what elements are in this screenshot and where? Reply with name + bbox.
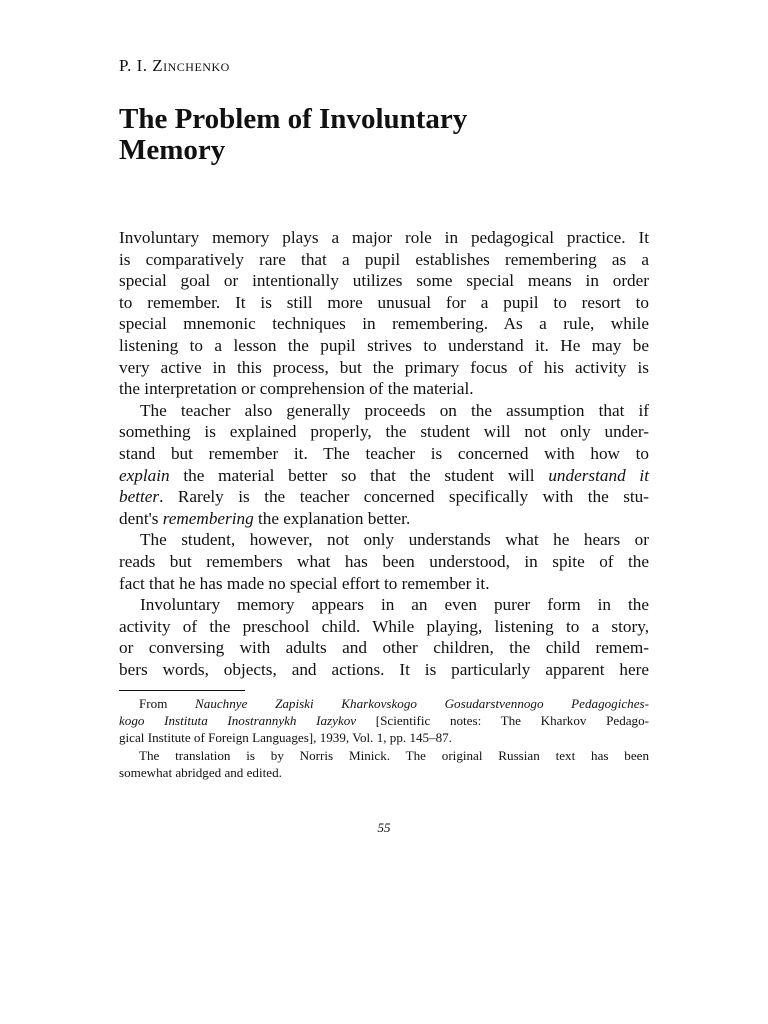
emphasis: understand it — [548, 465, 649, 485]
body-line: activity of the preschool child. While playing, listening to a story, — [119, 616, 649, 636]
body-line: is comparatively rare that a pupil establishes remembering as a — [119, 249, 649, 269]
body-line: very active in this process, but the primary focus of his activity is — [119, 357, 649, 377]
footnote-fragment: From — [139, 696, 196, 711]
chapter-title — [119, 104, 599, 166]
body-line: Involuntary memory appears in an even purer form in the — [140, 595, 649, 615]
body-line: The teacher also generally proceeds on the assumption that if — [140, 400, 649, 420]
body-line: something is explained properly, the student will not only under- — [119, 422, 649, 442]
body-fragment: the explanation better. — [253, 508, 411, 528]
body-fragment: the material better so that the student will — [169, 465, 549, 485]
body-line: reads but remembers what has been understood, in spite of the — [119, 551, 649, 571]
body-line: fact that he has made no special effort to remember it. — [119, 573, 490, 593]
body-line: the interpretation or comprehension of the material. — [119, 379, 474, 399]
footnote — [119, 695, 649, 781]
page-number: 55 — [377, 820, 391, 835]
body-line: special goal or intentionally utilizes some special means in order — [119, 271, 649, 291]
footnote-line — [119, 695, 649, 712]
author-surname: Zinchenko — [152, 56, 230, 75]
author-name — [119, 56, 230, 76]
body-line: stand but remember it. The teacher is concerned with how to — [119, 443, 649, 463]
body-line: listening to a lesson the pupil strives to understand it. He may be — [119, 335, 649, 355]
footnote-line: gical Institute of Foreign Languages], 1939, Vol. 1, pp. 145–87. — [119, 730, 453, 746]
footnote-line: The translation is by Norris Minick. The original Russian text has been — [139, 747, 649, 763]
body-line: The student, however, not only understands what he hears or — [140, 530, 649, 550]
body-fragment: . Rarely is the teacher concerned specifically with the stu- — [159, 487, 649, 507]
body-line: special mnemonic techniques in remembering. As a rule, while — [119, 314, 649, 334]
body-text — [119, 227, 649, 680]
body-line: to remember. It is still more unusual for a pupil to resort to — [119, 292, 649, 312]
footnote-line — [119, 712, 649, 729]
footnote-rule — [119, 690, 245, 691]
emphasis: explain — [119, 465, 170, 485]
source-title: kogo Instituta Inostrannykh Iazykov — [119, 713, 357, 729]
body-fragment: dent's — [119, 508, 163, 528]
body-line — [119, 508, 649, 530]
source-title: Nauchnye Zapiski Kharkovskogo Gosudarstvennogo Pedagogiches- — [195, 696, 649, 711]
footnote-line: somewhat abridged and edited. — [119, 764, 282, 780]
emphasis: better — [119, 487, 160, 507]
body-line — [119, 465, 649, 487]
author-initials: P. I. — [119, 56, 153, 75]
footnote-fragment: [Scientific notes: The Kharkov Pedago- — [356, 713, 650, 729]
emphasis: remembering — [162, 508, 254, 528]
chapter-title-line-2: Memory — [119, 134, 226, 166]
body-line — [119, 486, 649, 508]
body-line: Involuntary memory plays a major role in pedagogical practice. It — [119, 228, 649, 247]
body-line: bers words, objects, and actions. It is particularly apparent here — [119, 659, 649, 679]
chapter-title-line-1: The Problem of Involuntary — [119, 103, 468, 135]
body-line: or conversing with adults and other children, the child remem- — [119, 638, 649, 658]
